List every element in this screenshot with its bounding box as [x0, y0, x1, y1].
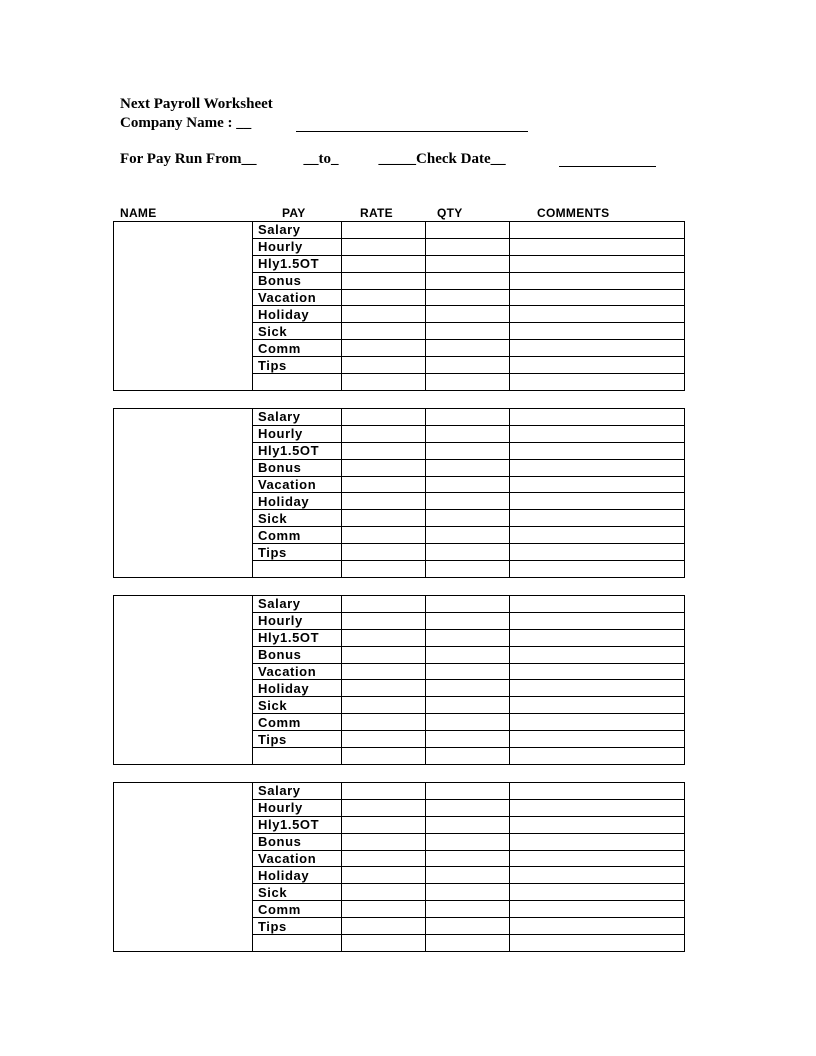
rate-cell[interactable]	[342, 510, 426, 527]
comments-cell[interactable]	[510, 222, 685, 239]
rate-cell[interactable]	[342, 255, 426, 272]
qty-cell[interactable]	[426, 714, 510, 731]
employee-block	[113, 408, 685, 578]
qty-cell[interactable]	[426, 867, 510, 884]
qty-cell[interactable]	[426, 697, 510, 714]
rate-cell[interactable]	[342, 646, 426, 663]
pay-run-line	[120, 151, 506, 168]
rate-cell[interactable]	[342, 476, 426, 493]
qty-cell[interactable]	[426, 901, 510, 918]
pay-type-cell: Salary	[253, 409, 342, 426]
comments-cell[interactable]	[510, 289, 685, 306]
qty-cell[interactable]	[426, 799, 510, 816]
comments-cell[interactable]	[510, 510, 685, 527]
pay-row	[114, 596, 685, 613]
qty-cell[interactable]	[426, 629, 510, 646]
qty-cell[interactable]	[426, 409, 510, 426]
employee-pay-table	[113, 221, 685, 391]
pay-type-cell: Tips	[253, 918, 342, 935]
qty-cell[interactable]	[426, 306, 510, 323]
pay-type-cell: Sick	[253, 510, 342, 527]
rate-cell[interactable]	[342, 867, 426, 884]
pay-type-cell: Holiday	[253, 680, 342, 697]
qty-cell[interactable]	[426, 612, 510, 629]
check-date-blank-line[interactable]	[559, 166, 656, 167]
comments-cell[interactable]	[510, 544, 685, 561]
employee-pay-table	[113, 595, 685, 765]
qty-cell[interactable]	[426, 442, 510, 459]
comments-cell[interactable]	[510, 527, 685, 544]
comments-cell[interactable]	[510, 748, 685, 765]
employee-name-cell[interactable]	[114, 783, 253, 952]
qty-cell[interactable]	[426, 459, 510, 476]
pay-type-cell: Hourly	[253, 425, 342, 442]
qty-cell[interactable]	[426, 816, 510, 833]
comments-cell[interactable]	[510, 901, 685, 918]
pay-type-cell: Comm	[253, 714, 342, 731]
qty-cell[interactable]	[426, 680, 510, 697]
qty-cell[interactable]	[426, 476, 510, 493]
pay-type-cell: Bonus	[253, 646, 342, 663]
pay-run-to-label: __to_	[303, 151, 339, 167]
pay-type-cell: Comm	[253, 527, 342, 544]
comments-cell[interactable]	[510, 476, 685, 493]
rate-cell[interactable]	[342, 697, 426, 714]
pay-type-cell: Sick	[253, 323, 342, 340]
comments-cell[interactable]	[510, 935, 685, 952]
pay-type-cell: Hly1.5OT	[253, 629, 342, 646]
rate-cell[interactable]	[342, 409, 426, 426]
pay-type-cell	[253, 374, 342, 391]
rate-cell[interactable]	[342, 340, 426, 357]
qty-cell[interactable]	[426, 918, 510, 935]
comments-cell[interactable]	[510, 255, 685, 272]
employee-pay-table	[113, 408, 685, 578]
pay-type-cell	[253, 561, 342, 578]
comments-cell[interactable]	[510, 238, 685, 255]
comments-cell[interactable]	[510, 340, 685, 357]
qty-cell[interactable]	[426, 850, 510, 867]
pay-type-cell: Comm	[253, 340, 342, 357]
rate-cell[interactable]	[342, 663, 426, 680]
pay-type-cell	[253, 935, 342, 952]
comments-cell[interactable]	[510, 306, 685, 323]
employee-block	[113, 782, 685, 952]
qty-cell[interactable]	[426, 425, 510, 442]
qty-cell[interactable]	[426, 748, 510, 765]
column-header-rate: RATE	[360, 206, 393, 220]
company-name-label: Company Name : __	[120, 115, 252, 131]
rate-cell[interactable]	[342, 544, 426, 561]
rate-cell[interactable]	[342, 459, 426, 476]
pay-row	[114, 409, 685, 426]
rate-cell[interactable]	[342, 561, 426, 578]
pay-type-cell: Tips	[253, 731, 342, 748]
comments-cell[interactable]	[510, 409, 685, 426]
pay-type-cell: Vacation	[253, 476, 342, 493]
qty-cell[interactable]	[426, 527, 510, 544]
pay-type-cell: Hourly	[253, 799, 342, 816]
comments-cell[interactable]	[510, 850, 685, 867]
rate-cell[interactable]	[342, 596, 426, 613]
column-header-pay: PAY	[282, 206, 306, 220]
pay-type-cell: Vacation	[253, 850, 342, 867]
employee-name-cell[interactable]	[114, 409, 253, 578]
rate-cell[interactable]	[342, 374, 426, 391]
rate-cell[interactable]	[342, 816, 426, 833]
rate-cell[interactable]	[342, 357, 426, 374]
comments-cell[interactable]	[510, 884, 685, 901]
comments-cell[interactable]	[510, 629, 685, 646]
pay-type-cell: Sick	[253, 884, 342, 901]
rate-cell[interactable]	[342, 425, 426, 442]
qty-cell[interactable]	[426, 783, 510, 800]
rate-cell[interactable]	[342, 629, 426, 646]
column-header-comments: COMMENTS	[537, 206, 610, 220]
comments-cell[interactable]	[510, 833, 685, 850]
rate-cell[interactable]	[342, 442, 426, 459]
comments-cell[interactable]	[510, 374, 685, 391]
pay-type-cell: Bonus	[253, 272, 342, 289]
comments-cell[interactable]	[510, 561, 685, 578]
qty-cell[interactable]	[426, 544, 510, 561]
comments-cell[interactable]	[510, 731, 685, 748]
pay-type-cell: Hly1.5OT	[253, 816, 342, 833]
comments-cell[interactable]	[510, 918, 685, 935]
comments-cell[interactable]	[510, 816, 685, 833]
rate-cell[interactable]	[342, 731, 426, 748]
comments-cell[interactable]	[510, 867, 685, 884]
qty-cell[interactable]	[426, 663, 510, 680]
rate-cell[interactable]	[342, 527, 426, 544]
pay-row	[114, 222, 685, 239]
rate-cell[interactable]	[342, 238, 426, 255]
rate-cell[interactable]	[342, 493, 426, 510]
pay-type-cell: Tips	[253, 544, 342, 561]
comments-cell[interactable]	[510, 357, 685, 374]
pay-type-cell: Hourly	[253, 612, 342, 629]
pay-type-cell: Bonus	[253, 833, 342, 850]
rate-cell[interactable]	[342, 799, 426, 816]
rate-cell[interactable]	[342, 272, 426, 289]
qty-cell[interactable]	[426, 340, 510, 357]
rate-cell[interactable]	[342, 222, 426, 239]
employee-name-cell[interactable]	[114, 222, 253, 391]
pay-type-cell: Salary	[253, 222, 342, 239]
pay-type-cell	[253, 748, 342, 765]
rate-cell[interactable]	[342, 918, 426, 935]
rate-cell[interactable]	[342, 833, 426, 850]
comments-cell[interactable]	[510, 442, 685, 459]
comments-cell[interactable]	[510, 680, 685, 697]
comments-cell[interactable]	[510, 783, 685, 800]
pay-type-cell: Hly1.5OT	[253, 442, 342, 459]
column-header-name: NAME	[120, 206, 157, 220]
qty-cell[interactable]	[426, 884, 510, 901]
rate-cell[interactable]	[342, 680, 426, 697]
pay-type-cell: Vacation	[253, 289, 342, 306]
check-date-label: _____Check Date__	[378, 151, 506, 167]
rate-cell[interactable]	[342, 306, 426, 323]
comments-cell[interactable]	[510, 425, 685, 442]
rate-cell[interactable]	[342, 884, 426, 901]
qty-cell[interactable]	[426, 596, 510, 613]
comments-cell[interactable]	[510, 493, 685, 510]
qty-cell[interactable]	[426, 493, 510, 510]
pay-type-cell: Tips	[253, 357, 342, 374]
worksheet-title: Next Payroll Worksheet	[120, 96, 273, 112]
qty-cell[interactable]	[426, 561, 510, 578]
pay-type-cell: Hly1.5OT	[253, 255, 342, 272]
qty-cell[interactable]	[426, 323, 510, 340]
rate-cell[interactable]	[342, 901, 426, 918]
qty-cell[interactable]	[426, 935, 510, 952]
pay-type-cell: Holiday	[253, 306, 342, 323]
qty-cell[interactable]	[426, 238, 510, 255]
qty-cell[interactable]	[426, 272, 510, 289]
rate-cell[interactable]	[342, 850, 426, 867]
pay-type-cell: Comm	[253, 901, 342, 918]
qty-cell[interactable]	[426, 374, 510, 391]
pay-type-cell: Hourly	[253, 238, 342, 255]
qty-cell[interactable]	[426, 833, 510, 850]
comments-cell[interactable]	[510, 646, 685, 663]
comments-cell[interactable]	[510, 272, 685, 289]
qty-cell[interactable]	[426, 731, 510, 748]
qty-cell[interactable]	[426, 357, 510, 374]
comments-cell[interactable]	[510, 612, 685, 629]
rate-cell[interactable]	[342, 714, 426, 731]
qty-cell[interactable]	[426, 510, 510, 527]
rate-cell[interactable]	[342, 783, 426, 800]
pay-type-cell: Salary	[253, 783, 342, 800]
comments-cell[interactable]	[510, 697, 685, 714]
qty-cell[interactable]	[426, 222, 510, 239]
employee-name-cell[interactable]	[114, 596, 253, 765]
comments-cell[interactable]	[510, 596, 685, 613]
comments-cell[interactable]	[510, 663, 685, 680]
comments-cell[interactable]	[510, 323, 685, 340]
comments-cell[interactable]	[510, 714, 685, 731]
employee-block	[113, 595, 685, 765]
pay-type-cell: Holiday	[253, 493, 342, 510]
pay-type-cell: Holiday	[253, 867, 342, 884]
pay-type-cell: Vacation	[253, 663, 342, 680]
comments-cell[interactable]	[510, 459, 685, 476]
rate-cell[interactable]	[342, 323, 426, 340]
pay-row	[114, 783, 685, 800]
comments-cell[interactable]	[510, 799, 685, 816]
company-name-blank-line[interactable]	[296, 131, 528, 132]
qty-cell[interactable]	[426, 289, 510, 306]
employee-pay-table	[113, 782, 685, 952]
employee-block	[113, 221, 685, 391]
pay-type-cell: Sick	[253, 697, 342, 714]
rate-cell[interactable]	[342, 935, 426, 952]
qty-cell[interactable]	[426, 646, 510, 663]
rate-cell[interactable]	[342, 612, 426, 629]
rate-cell[interactable]	[342, 289, 426, 306]
pay-type-cell: Bonus	[253, 459, 342, 476]
rate-cell[interactable]	[342, 748, 426, 765]
column-header-qty: QTY	[437, 206, 463, 220]
qty-cell[interactable]	[426, 255, 510, 272]
pay-run-from-label: For Pay Run From__	[120, 151, 257, 167]
pay-type-cell: Salary	[253, 596, 342, 613]
